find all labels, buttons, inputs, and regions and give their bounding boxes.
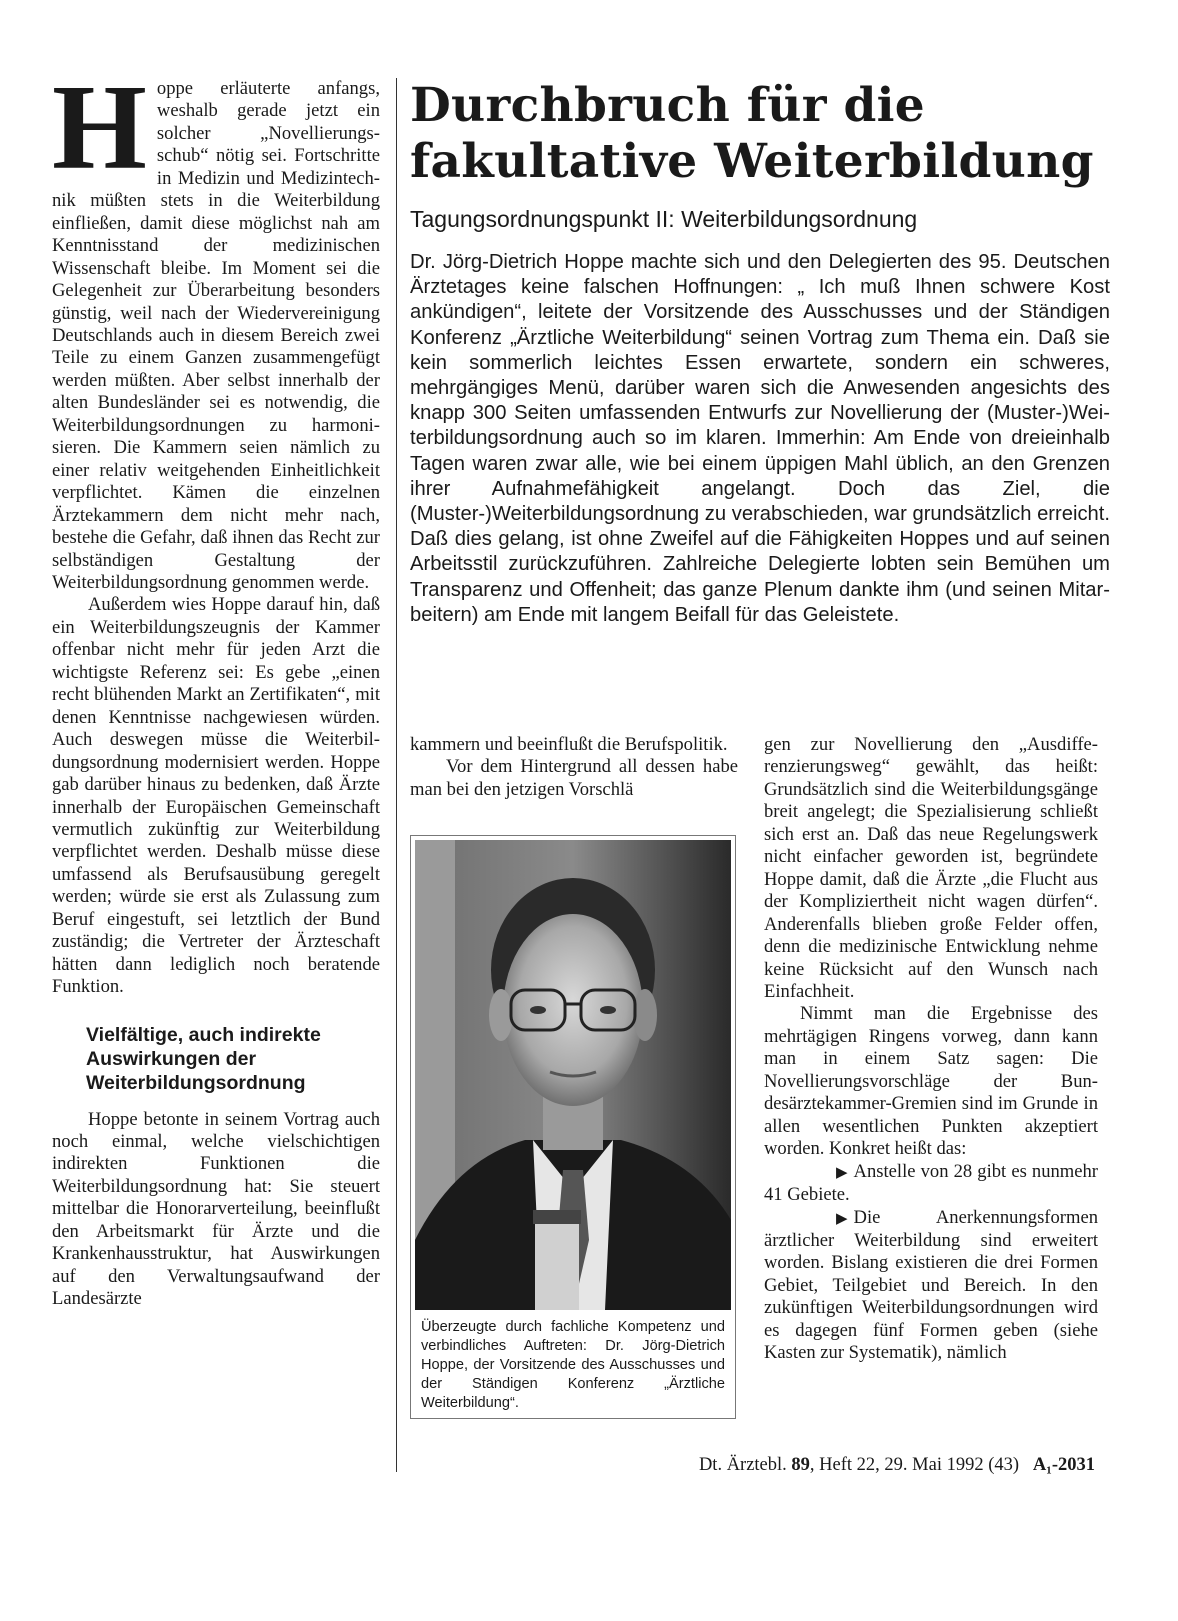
body-paragraph: Hoppe betonte in seinem Vortrag auch noch einmal, welche vielschichtigen indirekten Funktionen die Weiterbildungsordnung hat: Sie steuert mittelbar die Honorarverteilung, beeinflußt den Arbeitsmarkt für Ärzte und die Krankenhausstruktur, hat Auswirkungen auf den Verwaltungsaufwand der Landesärzte [52,1108,380,1310]
page-number: A₁-2031 [1032,1455,1095,1475]
page-footer [560,1455,1095,1476]
lead-paragraph: Dr. Jörg-Dietrich Hoppe machte sich und den Delegierten des 95. Deutschen Ärztetages keine falschen Hoffnungen: „ Ich muß Ihnen schwere Kost ankündigen“, leitete der Vorsitzende des Ausschusses und der Ständigen Konferenz „Ärztliche Weiterbildung“ seinen Vortrag zum Thema ein. Daß sie kein sommerlich leichtes Essen erwartete, sondern ein schweres, mehrgängiges Menü, darüber waren sich die Anwesenden angesichts des knapp 300 Seiten umfassenden Entwurfs zur Novellierung der (Muster-)Weiterbildungsordnung auch so im klaren. Immerhin: Am Ende von dreieinhalb Tagen waren zwar alle, wie bei einem üppigen Mahl üblich, an den Grenzen ihrer Aufnahmefähigkeit angelangt. Doch das Ziel, die (Muster-)Weiterbildungsordnung zu verabschieden, war grundsätzlich erreicht. Daß dies gelang, ist ohne Zweifel auf die Fähigkeiten Hoppes und auf seinen Arbeitsstil zurückzuführen. Zahlreiche Delegierte lobten sein Bemühen um Transparenz und Offenheit; das ganze Plenum dankte ihm (und seinen Mitarbeitern) am Ende mit langem Beifall für das Geleistete. [410,251,1110,626]
intro-paragraph [52,60,380,594]
middle-column [410,734,738,801]
issue-info: , Heft 22, 29. Mai 1992 (43) [809,1455,1020,1475]
article-title: Durchbruch für die fakultative Weiterbildung [410,78,1094,189]
left-column [52,60,380,1311]
right-column [764,734,1098,1365]
right-triangle-icon: ▶ [836,1164,848,1181]
right-triangle-icon: ▶ [836,1210,848,1227]
portrait-image [415,840,731,1310]
body-paragraph: Nimmt man die Ergebnisse des mehrtägigen Ringens vorweg, dann kann man in einem Satz sagen: Die Novellierungsvorschläge der Bundesärztekammer-Gremien sind im Grunde in allen wesentlichen Punkten akzeptiert worden. Konkret heißt das: [764,1003,1098,1160]
body-paragraph: kammern und beeinflußt die Berufspolitik. [410,734,728,755]
article-subtitle: Tagungsordnungspunkt II: Weiterbildungsordnung [410,206,918,232]
list-item: ▶ Die Anerkennungsformen ärztlicher Weiterbildung sind erweitert worden. Bislang existieren die drei Formen Gebiet, Teilgebiet und Bereich. In den zukünftigen Weiterbildungsordnungen wird es dagegen fünf Formen geben (siehe Kasten zur Systematik), nämlich [764,1206,1098,1364]
list-item: ▶ Anstelle von 28 gibt es nunmehr 41 Gebiete. [764,1160,1098,1206]
photo-caption: Überzeugte durch fachliche Kompetenz und verbindliches Auftreten: Dr. Jörg-Dietrich Hoppe, der Vorsitzende des Ausschusses und der Ständigen Konferenz „Ärztliche Weiterbildung“. [421,1319,725,1411]
journal-name: Dt. Ärztebl. [698,1455,787,1475]
column-divider [396,78,397,1472]
volume-number: 89 [791,1455,810,1475]
portrait-photo [410,835,736,1419]
body-paragraph: Vor dem Hintergrund all dessen habe man bei den jetzigen Vorschlä [410,756,738,800]
body-paragraph: Außerdem wies Hoppe darauf hin, daß ein Weiterbildungszeugnis der Kammer offenbar nicht mehr für jeden Arzt die wichtigste Referenz sei: Es gebe „einen recht blühenden Markt an Zertifikaten“, mit denen Kenntnisse nachgewiesen würden. Auch deswegen müsse die Weiterbildungsordnung modernisiert werden. Hoppe gab darüber hinaus zu bedenken, daß Ärzte innerhalb der Europäischen Gemeinschaft vermutlich zukünftig zur Weiterbildung verpflichtet werden. Deshalb müsse diese umfassend als Berufsausübung geregelt werden; würde sie erst als Zulassung zum Beruf eingestuft, sei letztlich der Bund zuständig; die Vertreter der Ärzteschaft hätten dann lediglich noch beratende Funktion. [52,594,380,998]
article-header [410,78,1110,628]
intro-paragraph-text: oppe erläuterte anfangs, weshalb gerade jetzt ein solcher „Novellierungsschub“ nötig sei. Fortschritte in Medizin und Medizintechnik müßten stets in die Weiterbildung einfließen, damit diese möglichst nah am Kenntnisstand der medizinischen Wissenschaft bleibe. Im Moment sei die Gelegenheit zur Überarbeitung besonders günstig, weil nach der Wiedervereinigung Deutschlands auch in diesem Bereich zwei Teile zu einem Ganzen zusammengefügt werden müßten. Aber selbst innerhalb der alten Bundesländer sei es notwendig, die Weiterbildungsordnungen zu harmonisieren. Die Kammern seien nämlich zu einer relativ weitgehenden Einheitlichkeit verpflichtet. Kämen die einzelnen Ärztekammern dem nicht mehr nach, bestehe die Gefahr, daß ihnen das Recht zur selbständigen Gestaltung der Weiterbildungsordnung genommen werde. [52,78,380,593]
dropcap: H [52,60,147,195]
body-paragraph: gen zur Novellierung den „Ausdifferenzierungsweg“ gewählt, das heißt: Grundsätzlich sind die Weiterbildungsgänge breit angelegt; die Spezialisierung schließt sich erst an. Daß das neue Regelungswerk nicht einfacher geworden ist, begründete Hoppe damit, daß die Ärzte „die Flucht aus der Kompliziertheit nicht wagen dürfen“. Anderenfalls blieben große Felder offen, denn die medizinische Entwicklung nehme keine Rücksicht auf den Wunsch nach Einfachheit. [764,734,1098,1002]
section-subheading: Vielfältige, auch indirekte Auswirkungen der Weiterbildungsordnung [86,1023,321,1094]
